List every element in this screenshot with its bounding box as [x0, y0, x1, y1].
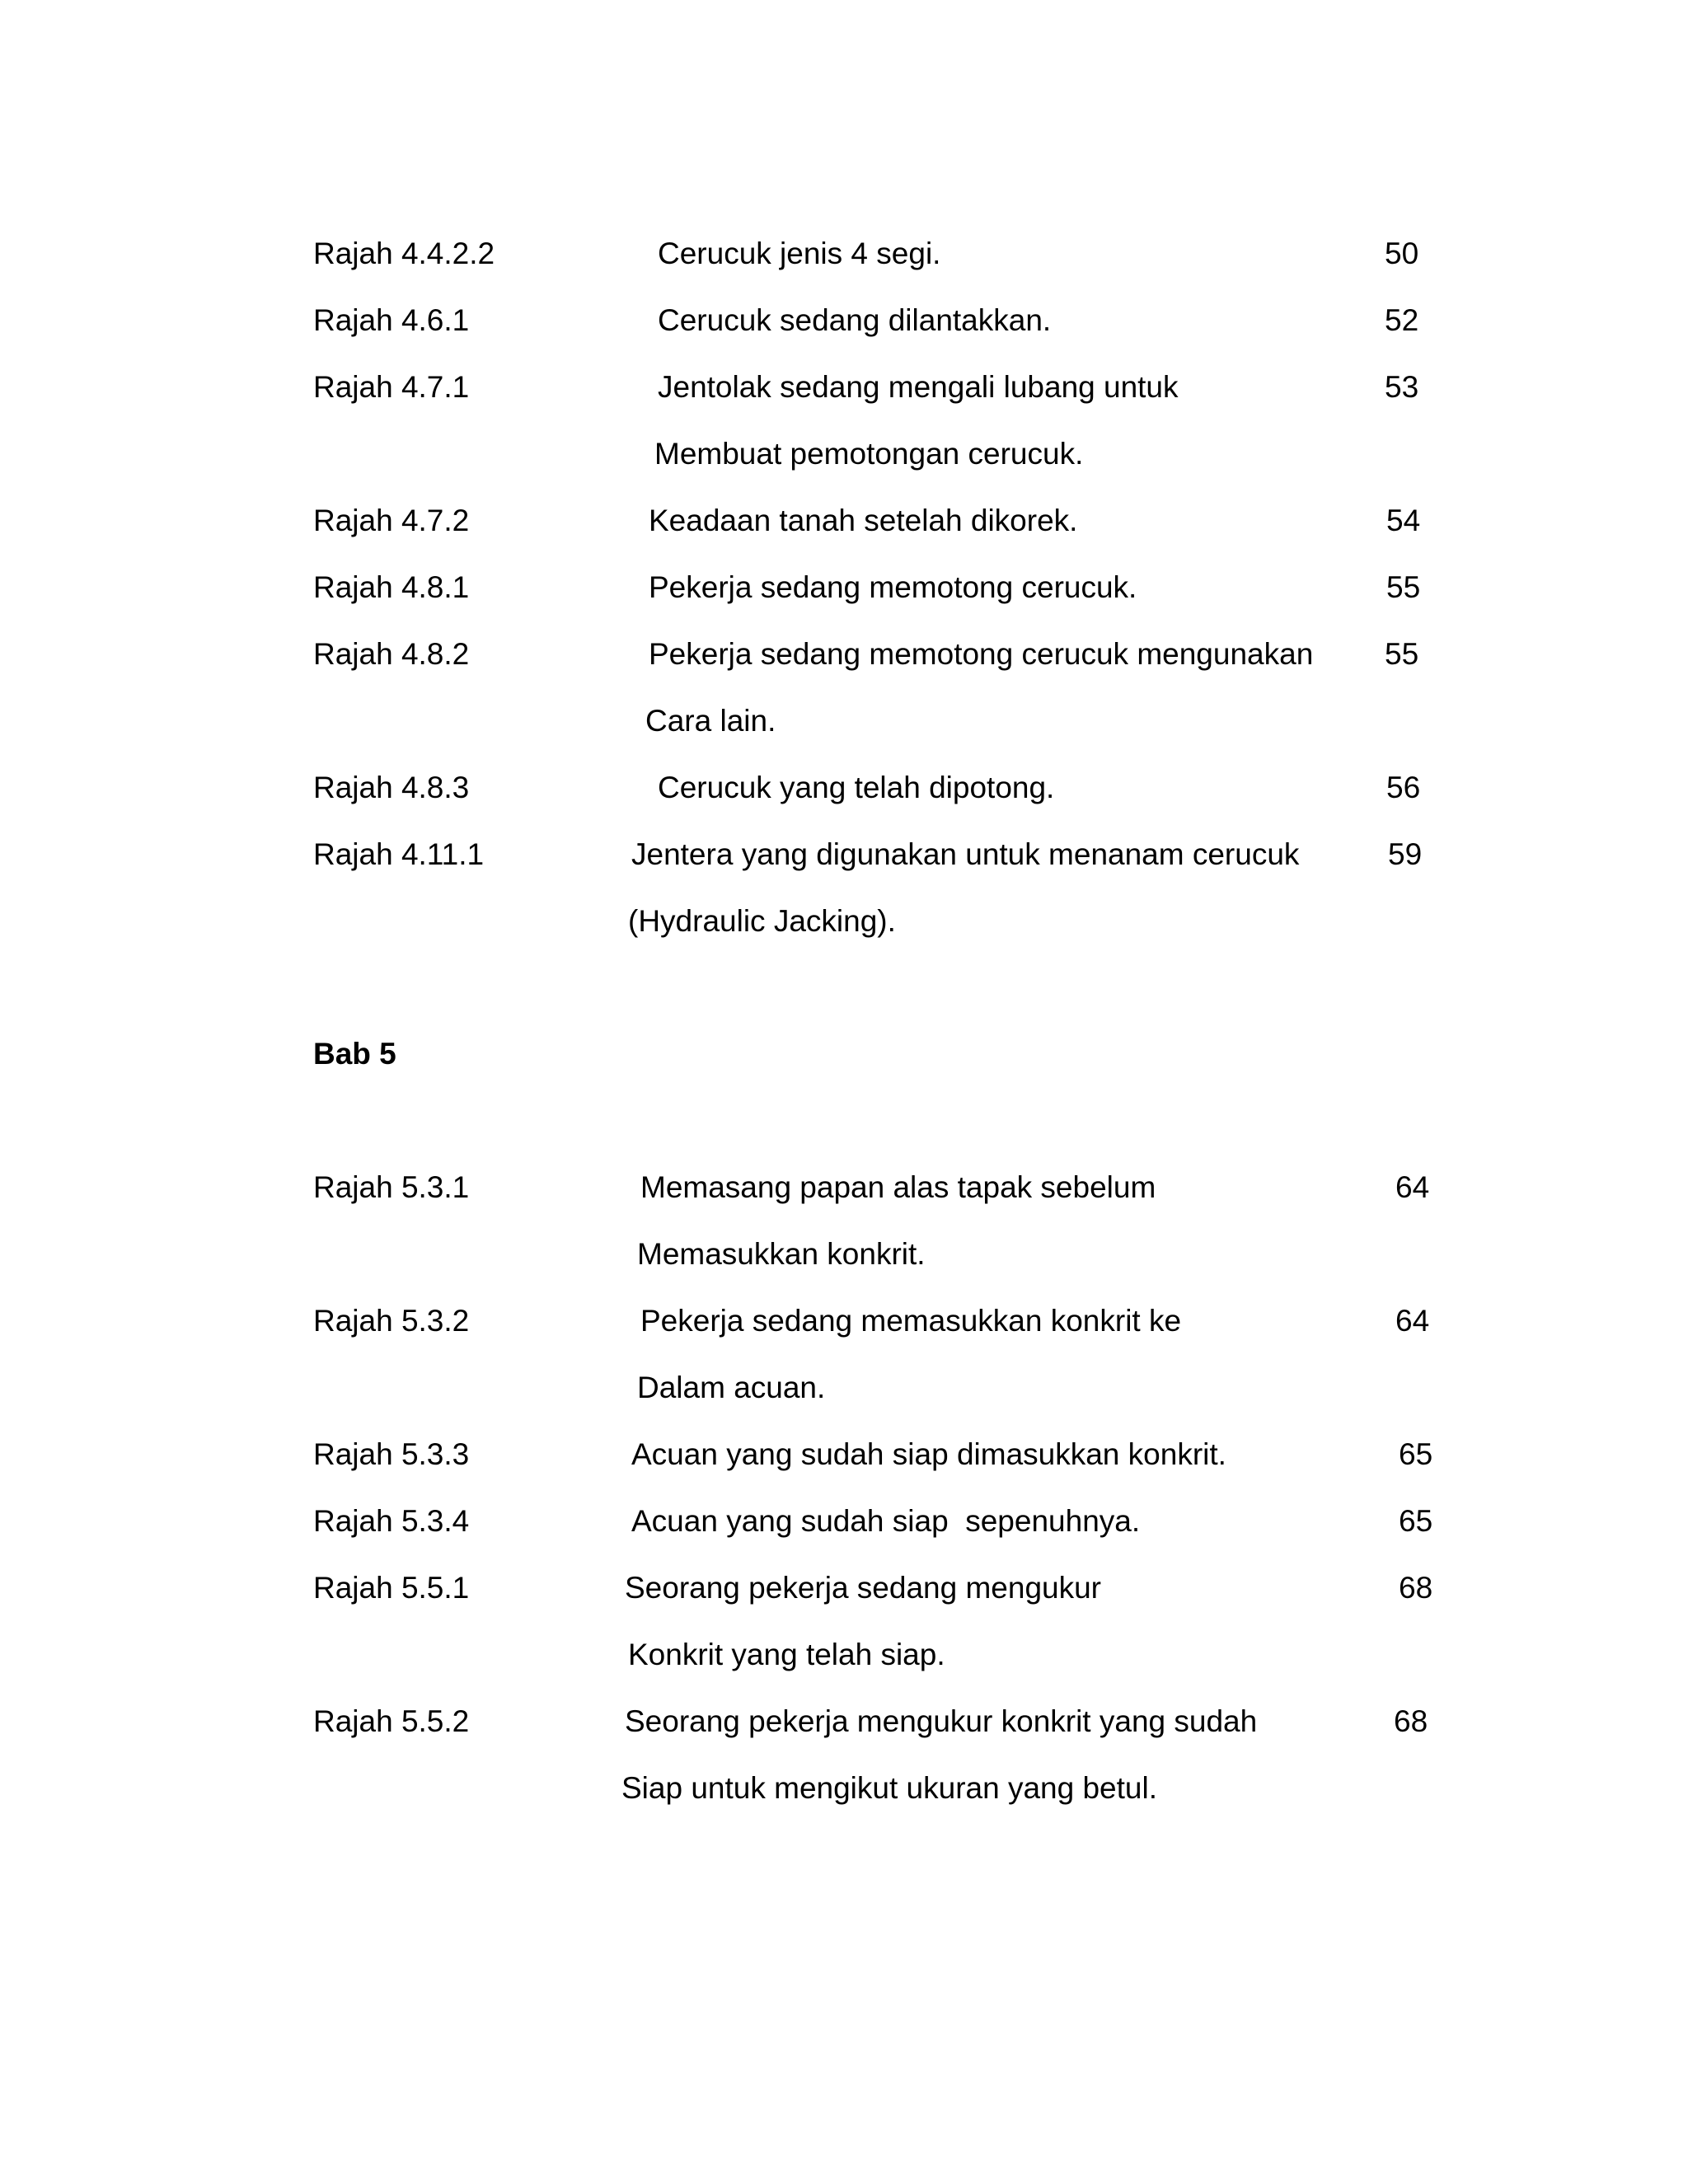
- figure-caption: Keadaan tanah setelah dikorek.: [649, 504, 1078, 537]
- figure-caption-continued: Konkrit yang telah siap.: [628, 1638, 945, 1671]
- figure-page-number: 50: [1385, 237, 1419, 270]
- figure-page-number: 56: [1386, 771, 1421, 804]
- figure-label: Rajah 5.3.4: [313, 1504, 470, 1538]
- figure-caption: Acuan yang sudah siap sepenuhnya.: [631, 1504, 1141, 1538]
- figure-label: Rajah 4.11.1: [313, 837, 485, 871]
- figure-page-number: 68: [1399, 1571, 1433, 1605]
- figure-label: Rajah 4.7.2: [313, 504, 470, 537]
- figure-caption: Cerucuk sedang dilantakkan.: [658, 303, 1052, 337]
- figure-caption: Seorang pekerja sedang mengukur: [625, 1571, 1101, 1605]
- figure-page-number: 65: [1399, 1504, 1433, 1538]
- figure-label: Rajah 5.5.2: [313, 1704, 470, 1738]
- figure-label: Rajah 4.8.3: [313, 771, 470, 804]
- figure-label: Rajah 4.7.1: [313, 370, 470, 404]
- figure-caption: Cerucuk yang telah dipotong.: [658, 771, 1055, 804]
- figure-caption: Pekerja sedang memotong cerucuk mengunakan: [649, 637, 1314, 671]
- figure-label: Rajah 5.3.2: [313, 1304, 470, 1338]
- figure-page-number: 64: [1395, 1304, 1430, 1338]
- figure-caption: Acuan yang sudah siap dimasukkan konkrit.: [631, 1437, 1226, 1471]
- figure-label: Rajah 5.3.3: [313, 1437, 470, 1471]
- figure-caption: Jentera yang digunakan untuk menanam cerucuk: [631, 837, 1300, 871]
- figure-caption: Cerucuk jenis 4 segi.: [658, 237, 941, 270]
- figure-page-number: 59: [1388, 837, 1423, 871]
- figure-caption-continued: Memasukkan konkrit.: [637, 1237, 926, 1271]
- figure-page-number: 55: [1386, 570, 1421, 604]
- figure-caption-continued: (Hydraulic Jacking).: [628, 904, 896, 938]
- figure-caption: Pekerja sedang memotong cerucuk.: [649, 570, 1137, 604]
- figure-label: Rajah 4.4.2.2: [313, 237, 495, 270]
- figure-label: Rajah 4.6.1: [313, 303, 470, 337]
- figure-page-number: 65: [1399, 1437, 1433, 1471]
- figure-page-number: 54: [1386, 504, 1421, 537]
- figure-page-number: 68: [1394, 1704, 1428, 1738]
- figure-label: Rajah 5.3.1: [313, 1170, 470, 1204]
- figure-caption-continued: Membuat pemotongan cerucuk.: [654, 437, 1084, 471]
- figure-page-number: 52: [1385, 303, 1419, 337]
- section-heading: Bab 5: [313, 1037, 396, 1071]
- figure-caption-continued: Siap untuk mengikut ukuran yang betul.: [621, 1771, 1157, 1805]
- figure-page-number: 64: [1395, 1170, 1430, 1204]
- figure-caption: Jentolak sedang mengali lubang untuk: [658, 370, 1179, 404]
- figure-caption: Pekerja sedang memasukkan konkrit ke: [640, 1304, 1182, 1338]
- figure-caption-continued: Dalam acuan.: [637, 1371, 826, 1404]
- figure-label: Rajah 4.8.1: [313, 570, 470, 604]
- figure-label: Rajah 5.5.1: [313, 1571, 470, 1605]
- figure-caption: Memasang papan alas tapak sebelum: [640, 1170, 1156, 1204]
- figure-label: Rajah 4.8.2: [313, 637, 470, 671]
- figure-caption: Seorang pekerja mengukur konkrit yang sudah: [625, 1704, 1258, 1738]
- figure-page-number: 55: [1385, 637, 1419, 671]
- figure-caption-continued: Cara lain.: [645, 704, 776, 738]
- figure-page-number: 53: [1385, 370, 1419, 404]
